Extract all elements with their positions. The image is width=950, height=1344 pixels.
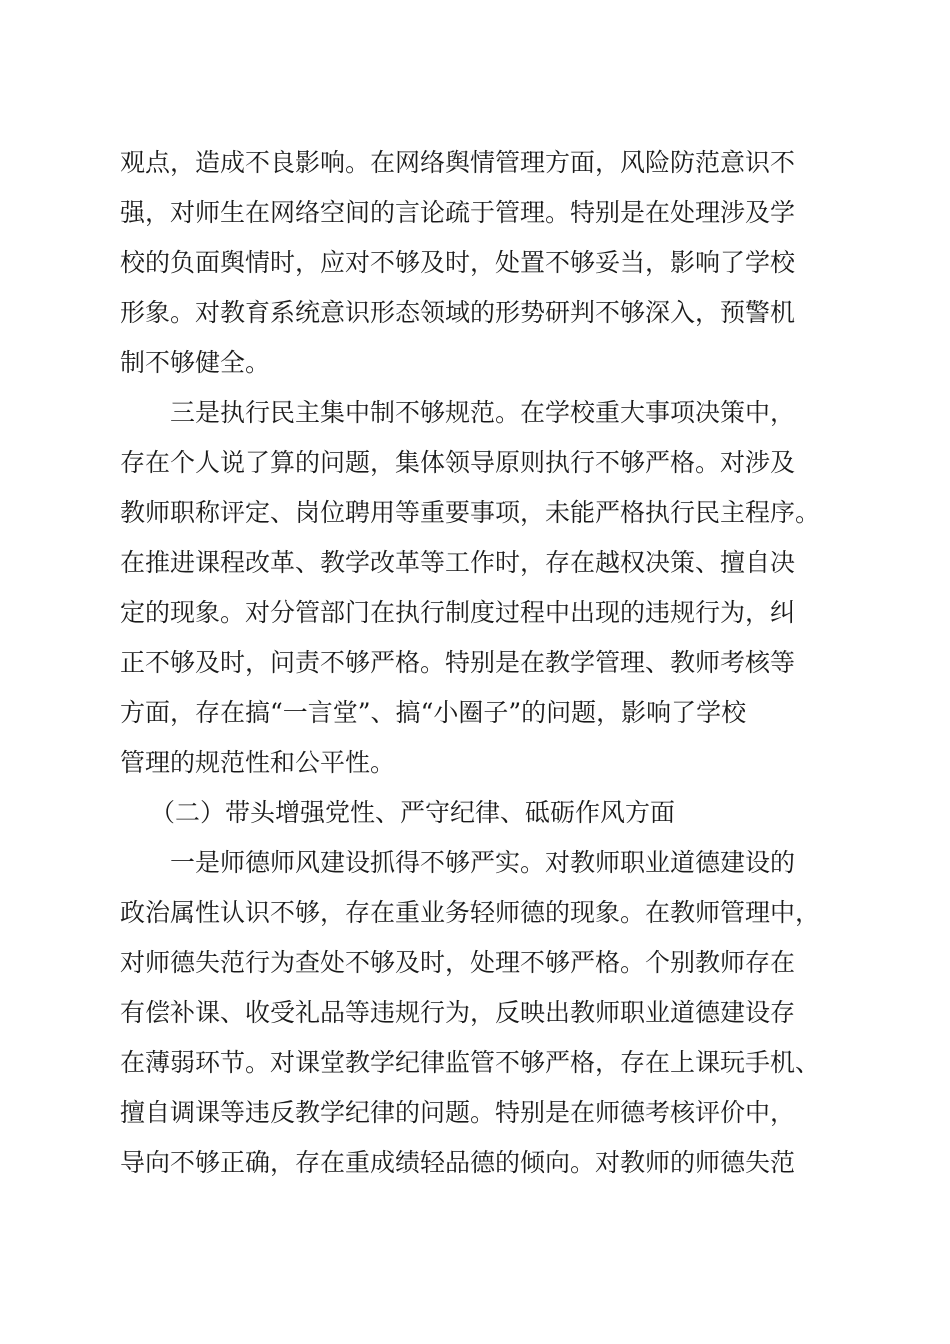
- text-line: 在推进课程改革、教学改革等工作时，存在越权决策、擅自决: [120, 548, 796, 577]
- paragraph-start-line: 三是执行民主集中制不够规范。在学校重大事项决策中，: [170, 398, 796, 427]
- text-line: 对师德失范行为查处不够及时，处理不够严格。个别教师存在: [120, 948, 796, 977]
- text-line: 导向不够正确，存在重成绩轻品德的倾向。对教师的师德失范: [120, 1148, 796, 1177]
- text-line: 存在个人说了算的问题，集体领导原则执行不够严格。对涉及: [120, 448, 796, 477]
- paragraph-start-line: 一是师德师风建设抓得不够严实。对教师职业道德建设的: [170, 848, 796, 877]
- text-line: 强，对师生在网络空间的言论疏于管理。特别是在处理涉及学: [120, 198, 796, 227]
- text-line: 擅自调课等违反教学纪律的问题。特别是在师德考核评价中，: [120, 1098, 796, 1127]
- text-line: 形象。对教育系统意识形态领域的形势研判不够深入，预警机: [120, 298, 796, 327]
- text-line: 管理的规范性和公平性。: [120, 748, 396, 777]
- text-line: 定的现象。对分管部门在执行制度过程中出现的违规行为，纠: [120, 598, 796, 627]
- text-line: 政治属性认识不够，存在重业务轻师德的现象。在教师管理中，: [120, 898, 821, 927]
- text-line: 在薄弱环节。对课堂教学纪律监管不够严格，存在上课玩手机、: [120, 1048, 821, 1077]
- text-line: 正不够及时，问责不够严格。特别是在教学管理、教师考核等: [120, 648, 796, 677]
- text-line: 教师职称评定、岗位聘用等重要事项，未能严格执行民主程序。: [120, 498, 821, 527]
- text-line: 制不够健全。: [120, 348, 271, 377]
- text-line: 校的负面舆情时，应对不够及时，处置不够妥当，影响了学校: [120, 248, 796, 277]
- text-line: 观点，造成不良影响。在网络舆情管理方面，风险防范意识不: [120, 148, 796, 177]
- text-line: 有偿补课、收受礼品等违规行为，反映出教师职业道德建设存: [120, 998, 796, 1027]
- section-heading: （二）带头增强党性、严守纪律、砥砺作风方面: [150, 798, 676, 827]
- text-line: 方面，存在搞“一言堂”、搞“小圈子”的问题，影响了学校: [120, 698, 747, 727]
